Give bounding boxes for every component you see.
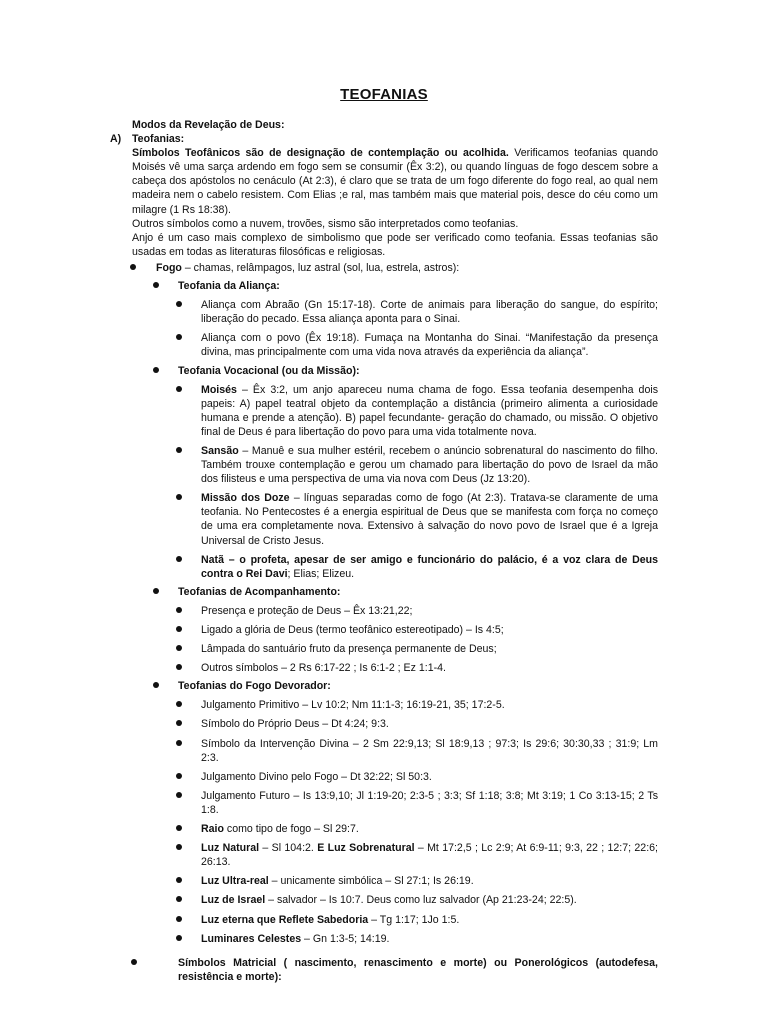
bullet-icon: [176, 877, 182, 883]
bold-text: Luminares Celestes: [201, 932, 302, 945]
text: Outros símbolos – 2 Rs 6:17-22 ; Is 6:1-2 ; Ez 1:1-4.: [201, 662, 446, 675]
bullet-icon: [176, 701, 182, 707]
bullet-icon: [176, 935, 182, 941]
bold-text: Símbolos Teofânicos são de designação de contemplação ou acolhida.: [132, 147, 509, 160]
bold-text: Moisés: [201, 383, 237, 396]
teofanias-list: [0, 261, 768, 984]
bullet-icon: [176, 720, 182, 726]
text: Presença e proteção de Deus – Êx 13:21,22;: [201, 604, 413, 617]
group-subitem: [201, 932, 658, 946]
list-item-text: [201, 771, 432, 783]
text: – Sl 104:2.: [259, 842, 318, 855]
list-item-text: [156, 262, 459, 274]
document-body: [0, 118, 768, 984]
list-item-text: [201, 790, 658, 816]
group-subitem: [201, 770, 658, 784]
bullet-icon: [153, 682, 159, 688]
text: Verificamos teofanias quando Moisés vê uma sarça ardendo em fogo sem se consumir (Êx 3:2), ou quando línguas de fogo descem sobre a cabeça dos apóstolos no cenáculo (At 2:3), é claro que se trata de um fogo diferente do fogo real, ao qual nem madeira nem o cabelo resistem. Com Elias ;e ral, mas também mais que material pois, desce do céu como um milagre (1 Rs 18:38).: [132, 147, 658, 216]
list-item-fogo: [156, 261, 658, 275]
text: Julgamento Divino pelo Fogo – Dt 32:22; Sl 50:3.: [201, 770, 432, 783]
group-item: [178, 679, 658, 693]
list-item-text: [201, 914, 459, 926]
bullet-icon: [176, 607, 182, 613]
group-title: Teofania Vocacional (ou da Missão):: [178, 364, 360, 377]
bullet-icon: [176, 334, 182, 340]
list-item-text: [201, 894, 577, 906]
text: Lâmpada do santuário fruto da presença permanente de Deus;: [201, 643, 497, 656]
list-item-text: [201, 842, 658, 868]
group-subitem: [201, 491, 658, 547]
bold-text: Luz de Israel: [201, 894, 266, 907]
page-title: TEOFANIAS: [340, 86, 428, 103]
group-subitem: [201, 623, 658, 637]
group-title: Teofanias de Acompanhamento:: [178, 585, 341, 598]
group-subitem: [201, 717, 658, 731]
group-subitem: [201, 298, 658, 326]
list-item-text: [201, 718, 389, 730]
group-subitem: [201, 383, 658, 439]
list-item-text: [201, 492, 658, 546]
bullet-icon: [176, 447, 182, 453]
bullet-icon: [176, 664, 182, 670]
group-subitem: [201, 913, 658, 927]
group-subitem: [201, 642, 658, 656]
list-item-text: [201, 738, 658, 764]
text: Anjo é um caso mais complexo de simbolismo que pode ser verificado como teofania. Essas teofanias são usadas em todas as literaturas filosóficas e religiosas.: [132, 231, 658, 258]
text: – Manuê e sua mulher estéril, recebem o anúncio sobrenatural do nascimento do filho. Também trouxe contemplação e gerou um chamado para libertação do povo de Israel da mão dos filisteus e uma perspectiva de uma via nova com Deus (Jz 13:20).: [201, 444, 658, 486]
bold-text: Luz eterna que Reflete Sabedoria: [201, 913, 369, 926]
group-item: [178, 585, 658, 599]
group-subitem: [201, 661, 658, 675]
section-marker: A): [110, 133, 122, 146]
group-title: Teofanias do Fogo Devorador:: [178, 680, 331, 693]
group-subitem: [201, 444, 658, 486]
group-subitem: [201, 874, 658, 888]
group-item: [178, 279, 658, 293]
bullet-icon: [153, 282, 159, 288]
text: Outros símbolos como a nuvem, trovões, sismo são interpretados como teofanias.: [132, 217, 519, 230]
bullet-icon: [153, 367, 159, 373]
group-subitem: [201, 553, 658, 581]
text: – salvador – Is 10:7. Deus como luz salvador (Ap 21:23-24; 22:5).: [265, 894, 577, 907]
group-item: [178, 364, 658, 378]
bullet-icon: [176, 916, 182, 922]
text: Símbolo do Próprio Deus – Dt 4:24; 9:3.: [201, 718, 389, 731]
bold-text: Luz Natural: [201, 842, 260, 855]
list-item-text: [201, 643, 497, 655]
group-title: Teofania da Aliança:: [178, 280, 280, 293]
list-item-text: [201, 384, 658, 438]
bold-text: Raio: [201, 823, 224, 836]
list-item-simbolos-matricial: [178, 956, 658, 984]
bullet-icon: [176, 301, 182, 307]
list-item-text: [201, 624, 504, 636]
text: Julgamento Primitivo – Lv 10:2; Nm 11:1-3; 16:19-21, 35; 17:2-5.: [201, 699, 505, 712]
bullet-icon: [176, 896, 182, 902]
list-item-text: [201, 554, 658, 580]
section-heading: [110, 132, 658, 146]
list-item-text: [201, 332, 658, 358]
intro-paragraph: [132, 231, 658, 259]
group-subitem: [201, 737, 658, 765]
bold-text: Símbolos Matricial ( nascimento, renascimento e morte) ou Ponerológicos (autodefesa, resistência e morte):: [178, 956, 658, 983]
group-subitem: [201, 698, 658, 712]
bullet-icon: [176, 556, 182, 562]
section-title: Teofanias:: [132, 133, 185, 146]
list-item-text: [201, 933, 389, 945]
list-item-text: [201, 823, 359, 835]
bullet-icon: [176, 740, 182, 746]
bold-text: E Luz Sobrenatural: [317, 842, 415, 855]
bullet-icon: [176, 792, 182, 798]
bold-text: Sansão: [201, 444, 239, 457]
group-subitem: [201, 604, 658, 618]
group-subitem: [201, 789, 658, 817]
text: Aliança com o povo (Êx 19:18). Fumaça na Montanha do Sinai. “Manifestação da presença divina, mas principalmente com uma vida nova através da experiência da aliança”.: [201, 332, 658, 359]
text: Ligado a glória de Deus (termo teofânico estereotipado) – Is 4:5;: [201, 624, 504, 636]
bullet-icon: [176, 494, 182, 500]
group-subitem: [201, 331, 658, 359]
group-subitem: [201, 893, 658, 907]
group-subitem: [201, 822, 658, 836]
text: – Tg 1:17; 1Jo 1:5.: [368, 913, 460, 926]
text: Julgamento Futuro – Is 13:9,10; Jl 1:19-20; 2:3-5 ; 3:3; Sf 1:18; 3:8; Mt 3:19; 1 Co 3:13-15; 2 Ts 1:8.: [201, 789, 658, 816]
bullet-icon: [176, 844, 182, 850]
list-item-text: [201, 875, 474, 887]
subtitle: Modos da Revelação de Deus:: [132, 119, 285, 131]
bold-text: Missão dos Doze: [201, 492, 290, 505]
bullet-icon: [176, 773, 182, 779]
intro-paragraph: [132, 146, 658, 216]
bullet-icon: [130, 264, 136, 270]
text: – unicamente simbólica – Sl 27:1; Is 26:19.: [268, 875, 474, 888]
list-item-text: [201, 699, 505, 711]
text: – chamas, relâmpagos, luz astral (sol, lua, estrela, astros):: [181, 261, 460, 274]
list-item-text: [201, 445, 658, 485]
bold-text: Natã – o profeta, apesar de ser amigo e funcionário do palácio, é a voz clara de Deus contra o Rei Davi: [201, 553, 658, 580]
text: – Gn 1:3-5; 14:19.: [301, 932, 390, 945]
bullet-icon: [176, 825, 182, 831]
list-item-text: [178, 957, 658, 983]
text: – Êx 3:2, um anjo apareceu numa chama de fogo. Essa teofania desempenha dois papeis: A) papel teatral objeto da contemplação a distância (primeiro alimenta a curiosidade humana e prende a atenção). B) papel fecundante- geração do chamado, ou missão. O objetivo final de Deus é para libertação do povo para uma vida totalmente nova.: [201, 383, 658, 438]
bullet-icon: [153, 588, 159, 594]
bullet-icon: [176, 645, 182, 651]
text: Símbolo da Intervenção Divina – 2 Sm 22:9,13; Sl 18:9,13 ; 97:3; Is 29:6; 30:30,33 ; 31:9; Lm 2:3.: [201, 737, 658, 764]
text: – Mt 17:2,5 ; Lc 2:9; At 6:9-11; 9:3, 22 ; 12:7; 22:6; 26:13.: [201, 842, 658, 869]
intro-paragraph: [132, 217, 658, 231]
list-item-text: [201, 605, 412, 617]
bold-text: Luz Ultra-real: [201, 875, 269, 888]
bullet-icon: [176, 386, 182, 392]
text: Aliança com Abraão (Gn 15:17-18). Corte de animais para liberação do sangue, do espírito; liberação do pecado. Essa aliança aponta para o Sinai.: [201, 299, 658, 326]
group-subitem: [201, 841, 658, 869]
text: como tipo de fogo – Sl 29:7.: [223, 823, 359, 836]
text: – línguas separadas como de fogo (At 2:3). Tratava-se claramente de uma teofania. No Pentecostes é a energia espiritual de Deus que se manifesta com força no começo de uma era completamente nova. Extensivo à salvação do novo povo de Israel que é a Igreja Universal de Cristo Jesus.: [201, 492, 658, 547]
bullet-icon: [131, 959, 137, 965]
list-item-text: [201, 299, 658, 325]
bullet-icon: [176, 626, 182, 632]
list-item-text: [201, 662, 446, 674]
bold-text: Fogo: [156, 261, 182, 274]
text: ; Elias; Elizeu.: [287, 567, 355, 580]
